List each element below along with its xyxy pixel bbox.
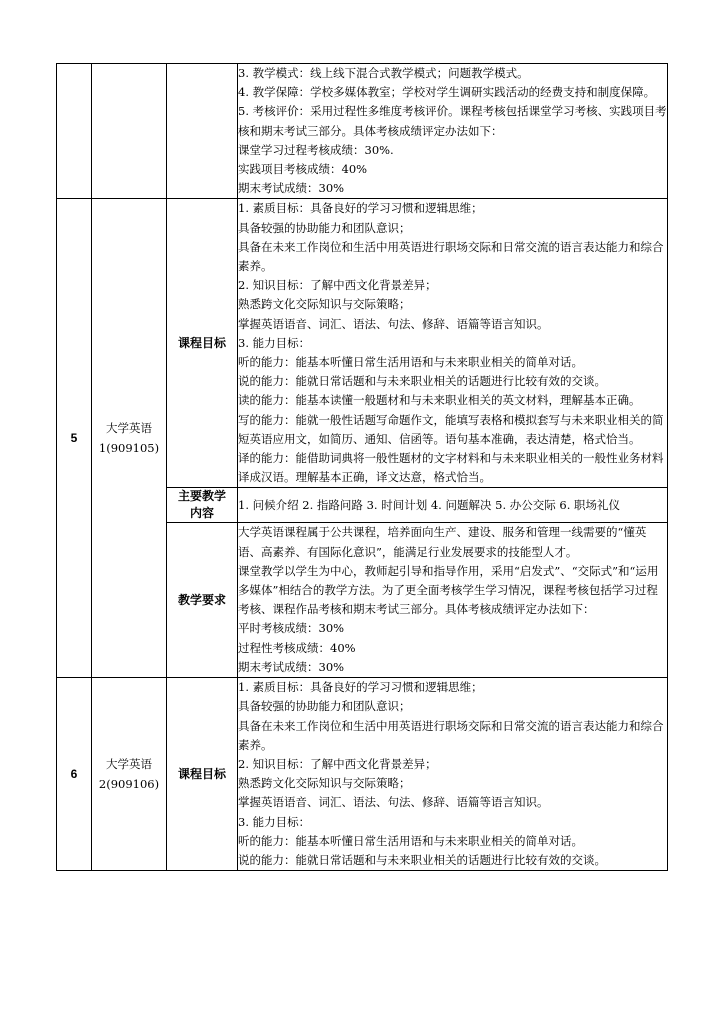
course-name-cell [92, 678, 167, 871]
goal-line: 听的能力：能基本听懂日常生活用语和与未来职业相关的简单对话。 [238, 833, 583, 848]
goal-line: 2. 知识目标：了解中西文化背景差异； [238, 756, 437, 771]
goal-line: 具备在未来工作岗位和生活中用英语进行职场交际和日常交流的语言表达能力和综合素养。 [238, 718, 664, 752]
main-content-text: 1. 问候介绍 2. 指路问路 3. 时间计划 4. 问题解决 5. 办公交际 6. 职场礼仪 [238, 488, 668, 523]
table-row-course-5-goals [57, 199, 668, 488]
label-line: 内容 [189, 506, 214, 521]
section-label-cell [167, 64, 238, 199]
requirement-line: 平时考核成绩：30% [238, 621, 345, 636]
goal-line: 2. 知识目标：了解中西文化背景差异； [238, 278, 437, 293]
course-name-cell [92, 199, 167, 678]
content-line: 课堂学习过程考核成绩：30%. [238, 142, 394, 157]
table-row-continuation [57, 64, 668, 199]
course-code: 1(909105) [98, 441, 160, 456]
goal-line: 3. 能力目标： [238, 814, 311, 829]
goal-line: 1. 素质目标：具备良好的学习习惯和逻辑思维； [238, 680, 483, 695]
content-line: 4. 教学保障：学校多媒体教室；学校对学生调研实践活动的经费支持和制度保障。 [238, 85, 656, 100]
course-goals-content [238, 199, 668, 488]
content-line: 期末考试成绩：30% [238, 181, 345, 196]
course-goals-label: 课程目标 [167, 199, 238, 488]
row-number: 5 [57, 199, 92, 678]
requirement-line: 过程性考核成绩：40% [238, 640, 356, 655]
label-line: 主要教学 [177, 489, 226, 504]
goal-line: 熟悉跨文化交际知识与交际策略； [238, 776, 411, 791]
goal-line: 说的能力：能就日常话题和与未来职业相关的话题进行比较有效的交谈。 [238, 374, 606, 389]
goal-line: 具备较强的协助能力和团队意识； [238, 220, 411, 235]
course-goals-label: 课程目标 [167, 678, 238, 871]
main-content-label [167, 488, 238, 523]
goal-line: 1. 素质目标：具备良好的学习习惯和逻辑思维； [238, 201, 483, 216]
requirement-line: 课堂教学以学生为中心，教师起引导和指导作用，采用“启发式”、“交际式”和“运用多媒体”相结合的教学方法。为了更全面考核学生学习情况，课程考核包括学习过程考核、课程作品考核和期末考试三部分。具体考核成绩评定办法如下： [238, 563, 659, 617]
teaching-requirements-content [238, 523, 668, 678]
goal-line: 具备在未来工作岗位和生活中用英语进行职场交际和日常交流的语言表达能力和综合素养。 [238, 239, 664, 274]
teaching-requirements-label: 教学要求 [167, 523, 238, 678]
course-code: 2(909106) [98, 777, 160, 792]
content-line: 实践项目考核成绩：40% [238, 162, 368, 177]
goal-line: 说的能力：能就日常话题和与未来职业相关的话题进行比较有效的交谈。 [238, 852, 606, 867]
goal-line: 掌握英语语音、词汇、语法、句法、修辞、语篇等语言知识。 [238, 795, 549, 810]
goal-line: 读的能力：能基本读懂一般题材和与未来职业相关的英文材料，理解基本正确。 [238, 393, 641, 408]
goal-line: 熟悉跨文化交际知识与交际策略； [238, 297, 411, 312]
requirement-line: 期末考试成绩：30% [238, 659, 345, 674]
curriculum-table [56, 63, 668, 871]
goal-line: 3. 能力目标： [238, 335, 311, 350]
course-name: 大学英语 [106, 757, 152, 772]
goal-line: 掌握英语语音、词汇、语法、句法、修辞、语篇等语言知识。 [238, 316, 549, 331]
goal-line: 具备较强的协助能力和团队意识； [238, 699, 411, 714]
goal-line: 译的能力：能借助词典将一般性题材的文字材料和与未来职业相关的一般性业务材料译成汉语。理解基本正确，译文达意，格式恰当。 [238, 451, 664, 485]
goal-line: 听的能力：能基本听懂日常生活用语和与未来职业相关的简单对话。 [238, 355, 583, 370]
continuation-content [238, 64, 668, 199]
course-goals-content [238, 678, 668, 871]
goal-line: 写的能力：能就一般性话题写命题作文，能填写表格和模拟套写与未来职业相关的简短英语应用文，如简历、通知、信函等。语句基本准确，表达清楚，格式恰当。 [238, 412, 664, 446]
course-name-cell [92, 64, 167, 199]
content-line: 3. 教学模式：线上线下混合式教学模式；问题教学模式。 [238, 66, 529, 80]
requirement-line: 大学英语课程属于公共课程，培养面向生产、建设、服务和管理一线需要的“懂英语、高素养、有国际化意识”，能满足行业发展要求的技能型人才。 [238, 525, 647, 559]
course-name: 大学英语 [106, 421, 152, 436]
row-number-cell [57, 64, 92, 199]
table-row-course-6-goals [57, 678, 668, 871]
row-number: 6 [57, 678, 92, 871]
content-line: 5. 考核评价：采用过程性多维度考核评价。课程考核包括课堂学习考核、实践项目考核和期末考试三部分。具体考核成绩评定办法如下： [238, 104, 667, 138]
